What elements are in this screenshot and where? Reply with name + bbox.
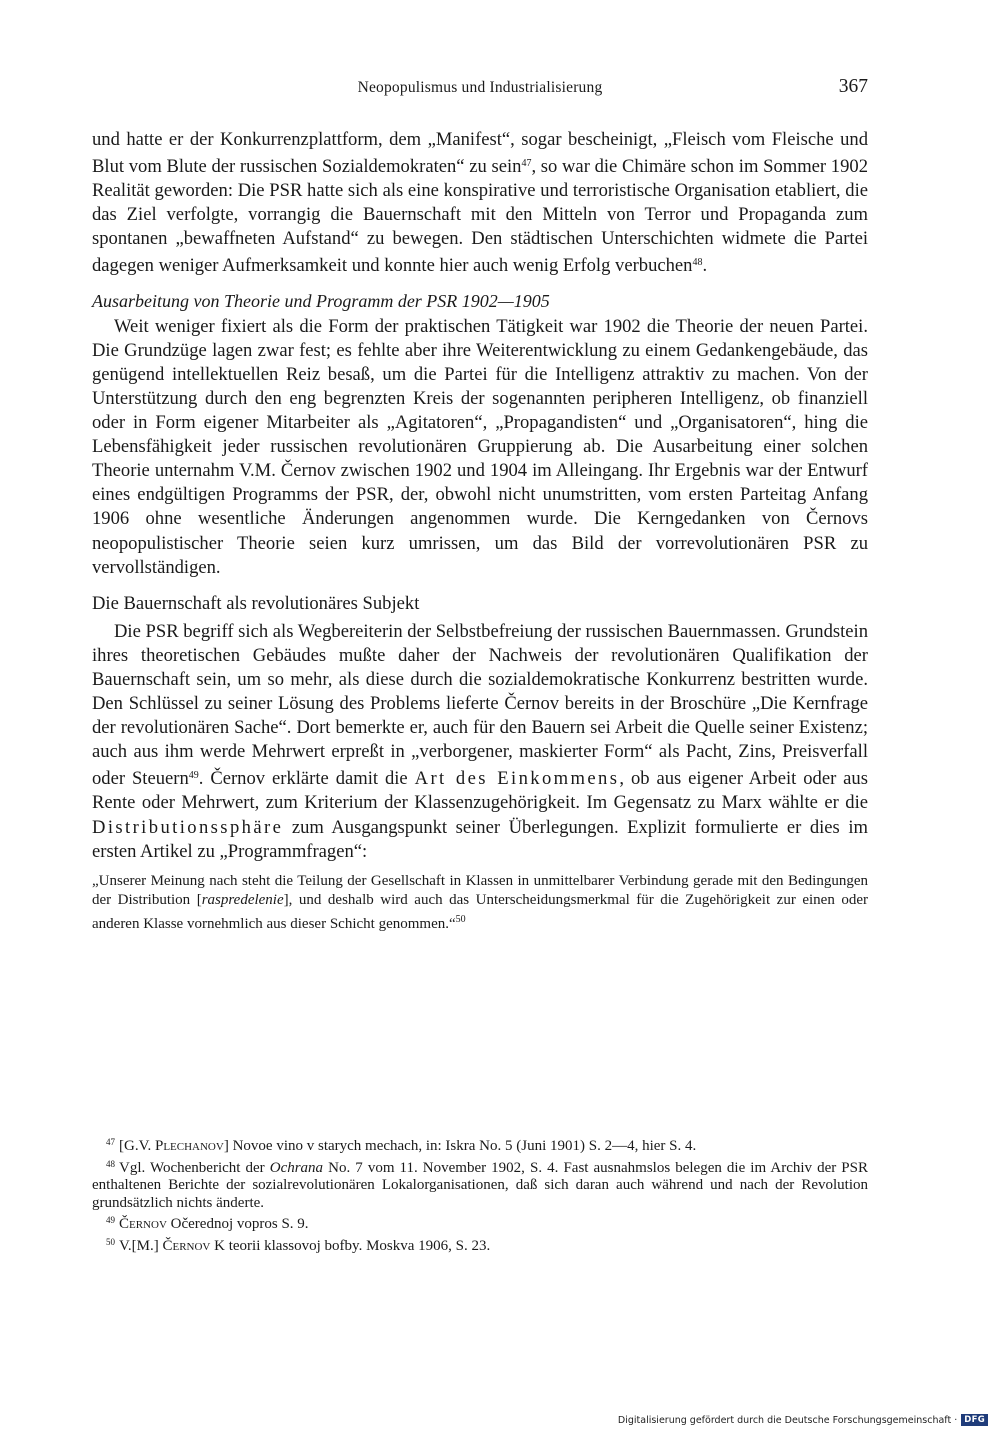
emphasis-italic: raspredelenie — [201, 891, 284, 908]
text-run: zum Ausgangspunkt seiner Überlegungen. Explizit formulierte er dies im ersten Artikel zu „Programmfragen“: — [92, 816, 868, 862]
text-run: „Unserer Meinung nach steht die Teilung der Gesellschaft in Klassen in unmittelbarer Verbindung gerade mit den Bedingungen der Distribution [ — [92, 872, 868, 908]
emphasis-italic: Ochrana — [269, 1159, 324, 1176]
footnote-ref: 49 — [188, 770, 199, 782]
digitization-credit — [618, 1413, 988, 1427]
text-run: , ob aus eigener Arbeit oder aus Rente oder Mehrwert, zum Kriterium der Klassenzugehörigkeit. Im Gegensatz zu Marx wählte er die — [92, 768, 868, 814]
text-run: K teorii klassovoj bofby. Moskva 1906, S. 23. — [210, 1237, 491, 1254]
credit-text: Digitalisierung gefördert durch die Deutsche Forschungsgemeinschaft · — [617, 1414, 958, 1426]
paragraph — [92, 128, 868, 279]
text-run: . Černov erklärte damit die — [198, 768, 415, 790]
main-text — [92, 128, 868, 934]
text-run: Očerednoj vopros S. 9. — [166, 1216, 309, 1233]
footnote-number: 50 — [106, 1236, 115, 1247]
paragraph: Weit weniger fixiert als die Form der praktischen Tätigkeit war 1902 die Theorie der neuen Partei. Die Grundzüge lagen zwar fest; es fehlte aber ihre Weiterentwicklung zu einem Gedankengebäude, das genügend intellektuellen Reiz besaß, um die Partei für die Intelligenz attraktiv zu machen. Von der Unterstützung durch den eng begrenzten Kreis der sogenannten peripheren Intelligenz, ob finanziell oder in Form eigener Mitarbeiter als „Agitatoren“, „Propagandisten“ und „Organisatoren“, hing die Lebensfähigkeit jeder russischen revolutionären Gruppierung ab. Die Ausarbeitung einer solchen Theorie unternahm V.M. Černov zwischen 1902 und 1904 im Alleingang. Ihr Ergebnis war der Entwurf eines endgültigen Programms der PSR, der, obwohl nicht unumstritten, vom ersten Parteitag Anfang 1906 ohne wesentliche Änderungen angenommen wurde. Die Kerngedanken von Černovs neopopulistischer Theorie seien kurz umrissen, um das Bild der vorrevolutionären PSR zu vervollständigen. — [92, 315, 868, 578]
footnote-number: 47 — [106, 1137, 115, 1147]
page-header — [92, 76, 868, 104]
text-run: V.[M.] — [119, 1237, 163, 1254]
dfg-logo-icon: DFG — [961, 1414, 988, 1426]
section-heading: Ausarbeitung von Theorie und Programm der PSR 1902—1905 — [92, 290, 550, 311]
page-number: 367 — [838, 76, 868, 97]
footnote-ref: 47 — [521, 158, 532, 170]
footnote — [92, 1156, 868, 1213]
emphasis-spaced: Art des Einkommens — [414, 768, 620, 790]
running-title: Neopopulismus und Industrialisierung — [357, 79, 603, 96]
footnote — [92, 1234, 868, 1256]
text-run: ], und deshalb wird auch das Unterscheidungsmerkmal für die Zugehörigkeit zur einen oder anderen Klasse vornehmlich aus dieser Schicht genommen.“ — [92, 891, 868, 932]
author-name: Plechanov — [154, 1138, 224, 1154]
footnote-ref: 48 — [692, 257, 703, 269]
text-run: . — [702, 255, 708, 277]
text-run: Vgl. Wochenbericht der — [119, 1159, 270, 1176]
text-run: und hatte er der Konkurrenzplattform, dem „Manifest“, sogar bescheinigt, „Fleisch vom Fleische und Blut vom Blute der russischen Sozialdemokraten“ zu sein — [92, 129, 868, 178]
block-quote — [92, 872, 868, 934]
section-heading: Die Bauernschaft als revolutionäres Subjekt — [92, 592, 420, 614]
text-run: , so war die Chimäre schon im Sommer 1902 Realität geworden: Die PSR hatte sich als eine konspirative und terroristische Organisation etabliert, die das Ziel verfolgte, vorrangig die Bauernschaft mit den Mitteln von Terror und Propaganda zum spontanen „bewaffneten Aufstand“ zu bewegen. Den städtischen Unterschichten widmete die Partei dagegen weniger Aufmerksamkeit und konnte hier auch wenig Erfolg verbuchen — [92, 156, 868, 277]
footnote — [92, 1134, 868, 1156]
text-run: Die PSR begriff sich als Wegbereiterin der Selbstbefreiung der russischen Bauernmassen. Grundstein ihres theoretischen Gebäudes mußte daher der Nachweis der revolutionären Qualifikation der Bauernschaft sein, um so mehr, als diese durch die sozialdemokratische Konkurrenz bestritten wurde. Den Schlüssel zu seiner Lösung des Problems lieferte Černov bereits in der Broschüre „Die Kernfrage der revolutionären Sache“. Dort bemerkte er, auch für den Bauern sei Arbeit die Quelle seiner Existenz; auch aus ihm werde Mehrwert erpreßt in „verborgener, maskierter Form“ als Pacht, Zins, Preisverfall oder Steuern — [92, 620, 868, 790]
text-run: No. 7 vom 11. November 1902, S. 4. Fast ausnahmslos belegen die im Archiv der PSR enthaltenen Berichte der sozialrevolutionären Lokalorganisationen, daß sich daran auch während und nach der Revolution grundsätzlich nichts änderte. — [92, 1159, 868, 1211]
footnote-number: 48 — [106, 1158, 115, 1169]
emphasis-spaced: Distributionssphäre — [92, 816, 284, 838]
paragraph — [92, 620, 868, 864]
footnotes — [92, 1134, 868, 1256]
footnote-ref: 50 — [455, 913, 466, 925]
footnote-number: 49 — [106, 1215, 115, 1226]
text-run: [G.V. — [119, 1138, 155, 1154]
footnote — [92, 1212, 868, 1234]
text-run: ] Novoe vino v starych mechach, in: Iskra No. 5 (Juni 1901) S. 2—4, hier S. 4. — [223, 1138, 697, 1154]
author-name: Černov — [162, 1237, 211, 1254]
author-name: Černov — [119, 1216, 167, 1233]
